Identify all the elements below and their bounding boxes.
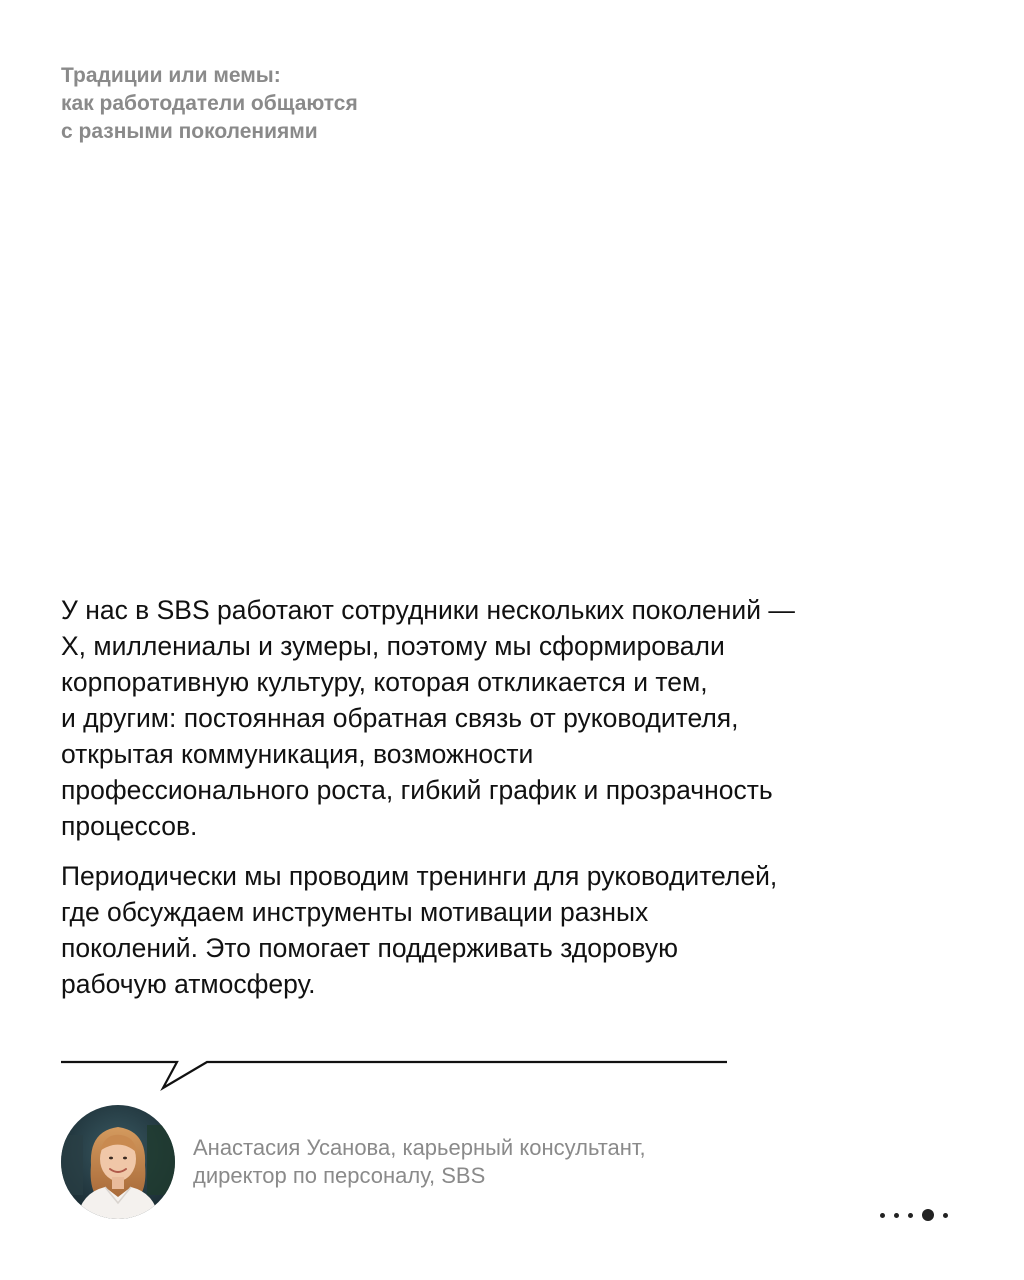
quote-line: У нас в SBS работают сотрудники нескольких поколений —: [61, 595, 795, 625]
quote-line: где обсуждаем инструменты мотивации разных: [61, 897, 649, 927]
pager-dot[interactable]: [908, 1213, 913, 1218]
quote-line: Периодически мы проводим тренинги для руководителей,: [61, 861, 778, 891]
quote-line: корпоративную культуру, которая откликается и тем,: [61, 667, 708, 697]
quote-line: процессов.: [61, 811, 198, 841]
pager-dot[interactable]: [880, 1213, 885, 1218]
author-caption-line-1: Анастасия Усанова, карьерный консультант,: [193, 1135, 646, 1160]
pager-dot[interactable]: [943, 1213, 948, 1218]
quote-line: рабочую атмосферу.: [61, 969, 316, 999]
quote-line: открытая коммуникация, возможности: [61, 739, 534, 769]
header-title: [61, 62, 541, 146]
author-caption-line-2: директор по персоналу, SBS: [193, 1163, 486, 1188]
quote-paragraph-1: [61, 592, 921, 844]
speech-bubble-pointer: [61, 1050, 731, 1094]
quote-paragraph-2: [61, 858, 921, 1002]
header-title-line-1: Традиции или мемы:: [61, 64, 281, 87]
quote-block: [61, 592, 921, 1016]
pager-dot-active[interactable]: [922, 1209, 934, 1221]
quote-line: и другим: постоянная обратная связь от руководителя,: [61, 703, 739, 733]
quote-line: Х, миллениалы и зумеры, поэтому мы сформировали: [61, 631, 725, 661]
pager-dot[interactable]: [894, 1213, 899, 1218]
carousel-pager: [880, 1205, 970, 1225]
quote-line: поколений. Это помогает поддерживать здоровую: [61, 933, 679, 963]
header-title-line-2: как работодатели общаются: [61, 92, 358, 115]
author-caption: [193, 1134, 813, 1190]
avatar: [61, 1105, 175, 1219]
avatar-portrait: [61, 1105, 175, 1219]
quote-line: профессионального роста, гибкий график и прозрачность: [61, 775, 773, 805]
header-title-line-3: с разными поколениями: [61, 120, 318, 143]
